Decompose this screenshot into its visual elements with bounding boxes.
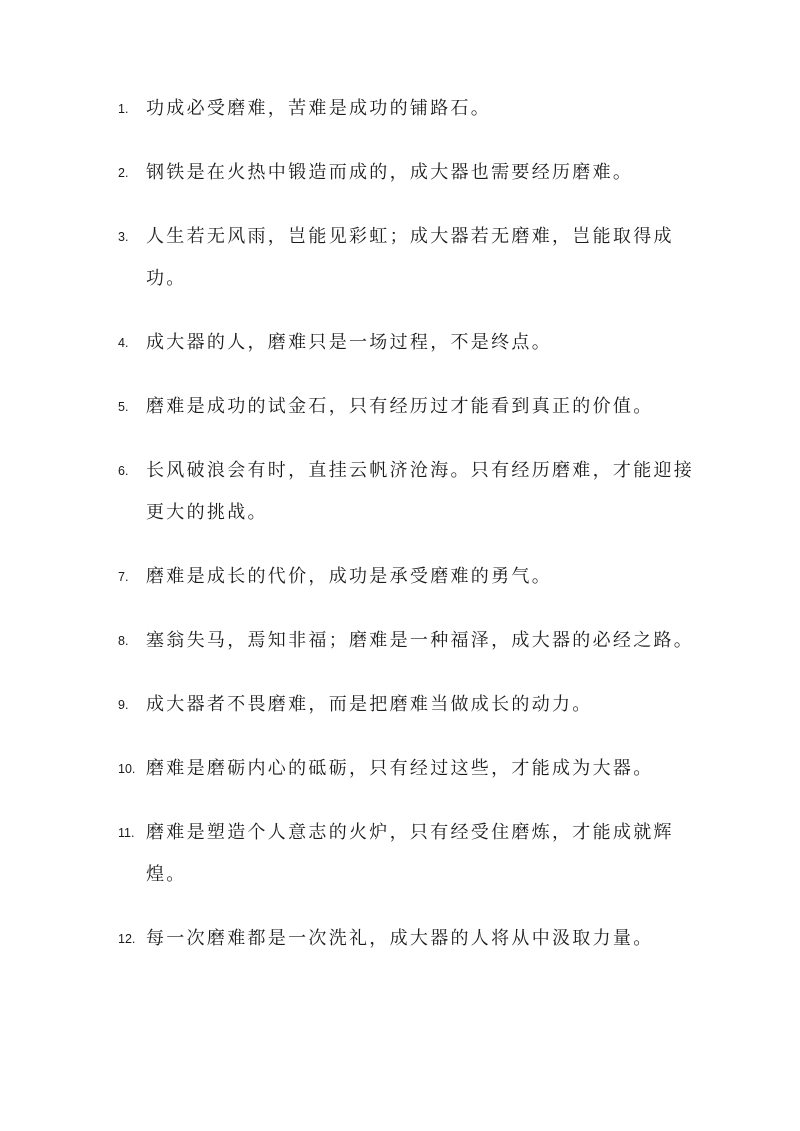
- item-number: 3.: [118, 230, 129, 244]
- item-number: 8.: [118, 634, 129, 648]
- item-number: 4.: [118, 336, 129, 350]
- list-item: [118, 450, 698, 534]
- list-item: [118, 322, 698, 364]
- item-text: 磨难是成长的代价，成功是承受磨难的勇气。: [146, 566, 552, 587]
- item-text: 磨难是成功的试金石，只有经历过才能看到真正的价值。: [146, 396, 654, 417]
- item-text: 成大器者不畏磨难，而是把磨难当做成长的动力。: [146, 694, 593, 715]
- item-number: 1.: [118, 102, 129, 116]
- item-text: 塞翁失马，焉知非福；磨难是一种福泽，成大器的必经之路。: [146, 630, 695, 651]
- item-text: 长风破浪会有时，直挂云帆济沧海。只有经历磨难，才能迎接更大的挑战。: [146, 460, 695, 523]
- item-text: 每一次磨难都是一次洗礼，成大器的人将从中汲取力量。: [146, 928, 654, 949]
- item-text: 磨难是塑造个人意志的火炉，只有经受住磨炼，才能成就辉煌。: [146, 822, 674, 885]
- item-text: 成大器的人，磨难只是一场过程，不是终点。: [146, 332, 552, 353]
- item-text: 钢铁是在火热中锻造而成的，成大器也需要经历磨难。: [146, 162, 634, 183]
- item-number: 5.: [118, 400, 129, 414]
- item-text: 功成必受磨难，苦难是成功的铺路石。: [146, 98, 492, 119]
- quote-list: [118, 88, 698, 982]
- item-number: 12.: [118, 932, 136, 946]
- list-item: [118, 216, 698, 300]
- list-item: [118, 748, 698, 790]
- list-item: [118, 152, 698, 194]
- list-item: [118, 386, 698, 428]
- list-item: [118, 556, 698, 598]
- item-number: 6.: [118, 464, 129, 478]
- list-item: [118, 918, 698, 960]
- item-number: 9.: [118, 698, 129, 712]
- item-text: 磨难是磨砺内心的砥砺，只有经过这些，才能成为大器。: [146, 758, 654, 779]
- list-item: [118, 620, 698, 662]
- item-number: 2.: [118, 166, 129, 180]
- item-text: 人生若无风雨，岂能见彩虹；成大器若无磨难，岂能取得成功。: [146, 226, 674, 289]
- item-number: 10.: [118, 762, 136, 776]
- list-item: [118, 684, 698, 726]
- list-item: [118, 812, 698, 896]
- list-item: [118, 88, 698, 130]
- item-number: 11.: [118, 826, 135, 840]
- item-number: 7.: [118, 570, 129, 584]
